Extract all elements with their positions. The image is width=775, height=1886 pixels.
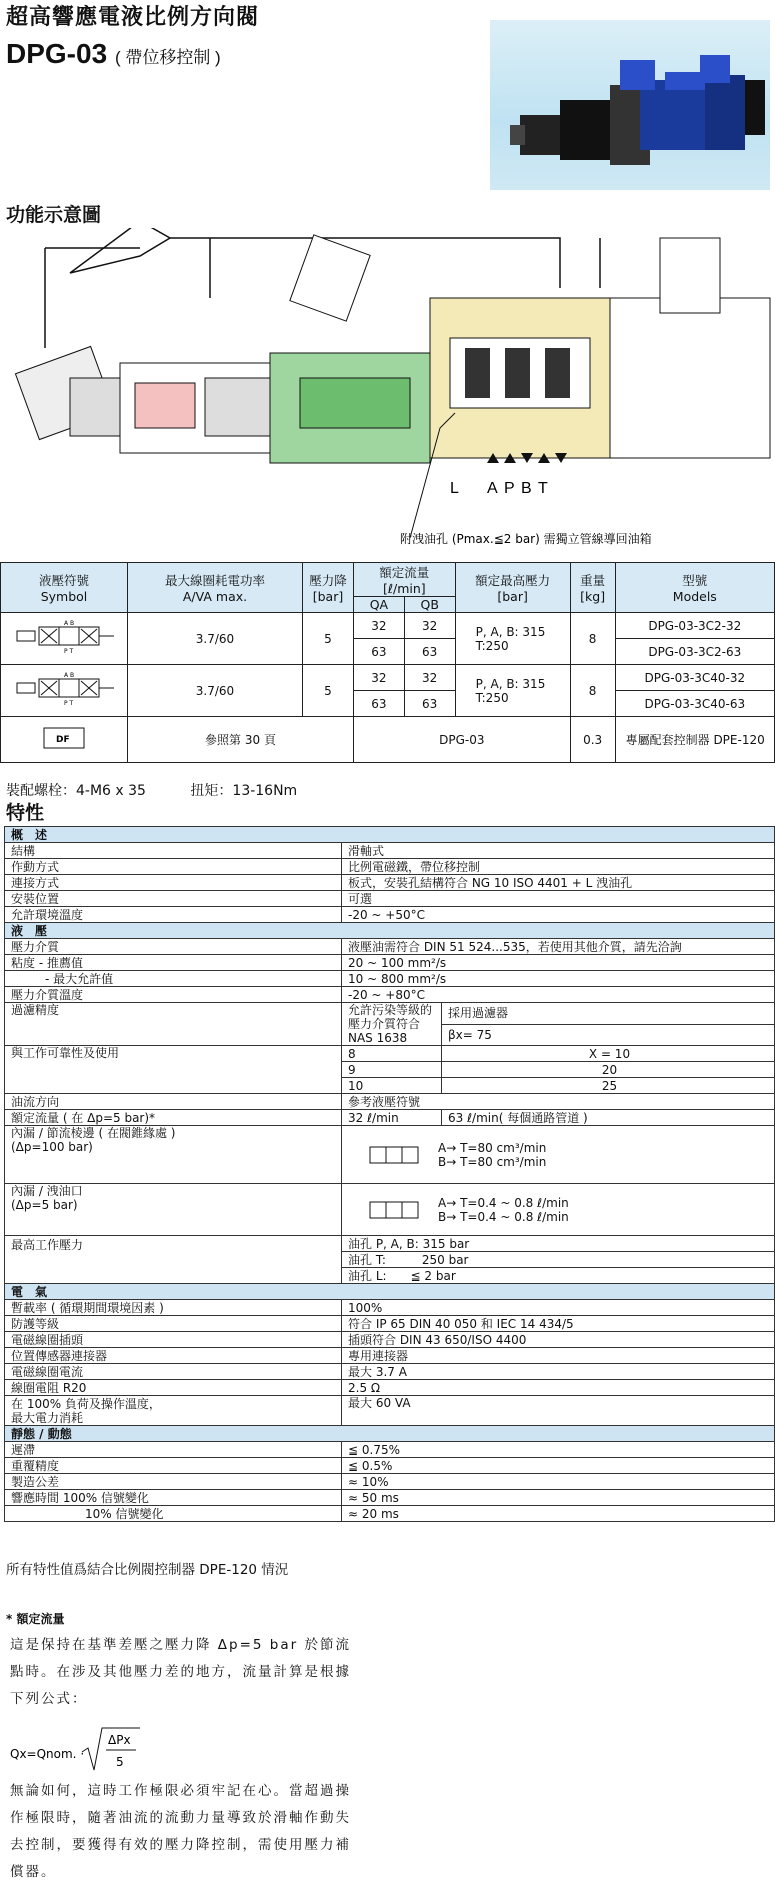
leak2-values — [342, 1184, 775, 1236]
spec-value: ≈ 10% — [342, 1474, 775, 1490]
spec-value: 10 ~ 800 mm²/s — [342, 971, 775, 987]
symbol-header-zh: 液壓符號 — [38, 573, 89, 588]
models-header-zh: 型號 — [682, 573, 708, 588]
row1-qb: 32 — [404, 613, 455, 639]
row3-qa: 32 — [354, 665, 405, 691]
svg-text:A B: A B — [64, 620, 75, 627]
port-label-b: B — [521, 480, 532, 497]
mount-torque: 扭矩：13-16Nm — [190, 783, 298, 799]
spec-label: 壓力介質溫度 — [5, 987, 342, 1003]
df-model: DPG-03 — [354, 717, 571, 763]
df-symbol — [1, 717, 128, 763]
leak2-title: 內漏 / 洩油口 — [11, 1184, 83, 1198]
spec-value: 滑軸式 — [342, 843, 775, 859]
drain-note: 附洩油孔 (Pmax.≦2 bar) 需獨立管線導回油箱 — [400, 532, 652, 546]
spec-label: 連接方式 — [5, 875, 342, 891]
spec-label: 結構 — [5, 843, 342, 859]
spec-label: 電磁線圈插頭 — [5, 1332, 342, 1348]
spec-value: 可選 — [342, 891, 775, 907]
power-header-en: A/VA max. — [182, 589, 248, 604]
filter-x: 20 — [442, 1062, 775, 1078]
response-value-100: ≈ 50 ms — [342, 1490, 775, 1506]
row4-qb: 63 — [404, 691, 455, 717]
product-photo — [490, 20, 770, 190]
spec-value: 專用連接器 — [342, 1348, 775, 1364]
filter-x: X = 10 — [442, 1046, 775, 1062]
spec-value: 液壓油需符合 DIN 51 524...535，若使用其他介質，請先洽詢 — [342, 939, 775, 955]
col-pmax — [455, 563, 570, 613]
filter-label: 過濾精度 — [5, 1003, 342, 1046]
models-header-en: Models — [672, 589, 717, 604]
spec-label: 防護等級 — [5, 1316, 342, 1332]
spec-label: 製造公差 — [5, 1474, 342, 1490]
row1-pressure: P, A, B: 315 T:250 — [455, 613, 570, 665]
spec-value: 符合 IP 65 DIN 40 050 和 IEC 14 434/5 — [342, 1316, 775, 1332]
spec-value: 100% — [342, 1300, 775, 1316]
row3-pdrop: 5 — [303, 665, 354, 717]
rated-flow-32: 32 ℓ/min — [342, 1110, 442, 1126]
power-consumption-value: 最大 60 VA — [342, 1396, 775, 1426]
section-heading-function: 功能示意圖 — [6, 204, 102, 226]
formula-denominator: 5 — [116, 1755, 124, 1769]
filter-beta: βx= 75 — [442, 1024, 775, 1046]
valve-cross-section-diagram — [0, 228, 775, 558]
leak2-b: B→ T=0.4 ~ 0.8 ℓ/min — [438, 1209, 569, 1224]
col-symbol — [1, 563, 128, 613]
rated-flow-paragraph-2: 無論如何，這時工作極限必須牢記在心。當超過操作極限時，隨著油流的流動力量導致於滑軸作動失去控制，要獲得有效的壓力降控制，需使用壓力補償器。 — [10, 1783, 351, 1880]
model-code: DPG-03 — [6, 38, 108, 69]
power-header-zh: 最大線圈耗電功率 — [164, 573, 265, 588]
hydraulic-symbol-3c40 — [1, 665, 128, 717]
spec-table — [4, 826, 775, 1522]
row2-qb: 63 — [404, 639, 455, 665]
formula-numerator: ΔPx — [108, 1733, 131, 1747]
spec-label: 安裝位置 — [5, 891, 342, 907]
flow-formula — [10, 1720, 210, 1780]
leak2-a: A→ T=0.4 ~ 0.8 ℓ/min — [438, 1195, 569, 1210]
model-title — [6, 38, 221, 70]
spec-label: 重覆精度 — [5, 1458, 342, 1474]
row1-qa: 32 — [354, 613, 405, 639]
spec-value: 比例電磁鐵，帶位移控制 — [342, 859, 775, 875]
col-pdrop — [303, 563, 354, 613]
leak2-cond: (Δp=5 bar) — [11, 1198, 78, 1212]
row2-model: DPG-03-3C2-63 — [615, 639, 774, 665]
col-weight — [570, 563, 615, 613]
col-flow — [354, 563, 456, 597]
max-pressure-value: 油孔 P, A, B: 315 bar — [342, 1236, 775, 1252]
max-pressure-label: 最高工作壓力 — [5, 1236, 342, 1284]
rated-flow-title: * 額定流量 — [6, 1612, 65, 1626]
spec-label: 遲滯 — [5, 1442, 342, 1458]
sec-hydraulic: 液 壓 — [5, 923, 775, 939]
section-heading-characteristics: 特性 — [6, 802, 45, 824]
pmax-header: 額定最高壓力 — [475, 573, 551, 588]
row3-weight: 8 — [570, 665, 615, 717]
spec-value: 板式，安裝孔結構符合 NG 10 ISO 4401 + L 洩油孔 — [342, 875, 775, 891]
row4-model: DPG-03-3C40-63 — [615, 691, 774, 717]
pdrop-header: 壓力降 — [309, 573, 347, 588]
response-value-10: ≈ 20 ms — [342, 1506, 775, 1522]
power-label-line2: 最大電力消耗 — [11, 1410, 84, 1425]
weight-unit: [kg] — [580, 589, 606, 604]
nas-class: 8 — [342, 1046, 442, 1062]
spec-value: 插頭符合 DIN 43 650/ISO 4400 — [342, 1332, 775, 1348]
port-label-l: L — [450, 480, 459, 497]
spec-value: -20 ~ +80°C — [342, 987, 775, 1003]
port-label-p: P — [504, 480, 515, 497]
pdrop-unit: [bar] — [312, 589, 344, 604]
model-subtitle: ( 帶位移控制 ) — [114, 48, 221, 67]
col-power — [128, 563, 303, 613]
rated-flow-label: 額定流量 ( 在 Δp=5 bar)* — [5, 1110, 342, 1126]
leak1-title: 內漏 / 節流棱邊 ( 在閥錐緣處 ) — [11, 1126, 176, 1140]
weight-header: 重量 — [580, 573, 606, 588]
power-label-line1: 在 100% 負荷及操作溫度， — [11, 1396, 161, 1411]
spec-value: 2.5 Ω — [342, 1380, 775, 1396]
filter-head: 採用過濾器 — [442, 1003, 775, 1025]
nas-class: 10 — [342, 1078, 442, 1094]
row1-pdrop: 5 — [303, 613, 354, 665]
flow-unit: [ℓ/min] — [382, 581, 426, 596]
max-pressure-value: 油孔 T: 250 bar — [342, 1252, 775, 1268]
leak1-cond: (Δp=100 bar) — [11, 1140, 93, 1154]
filter-text: 允許污染等級的壓力介質符合 NAS 1638 — [342, 1003, 442, 1046]
spec-value: ≦ 0.75% — [342, 1442, 775, 1458]
spec-value: -20 ~ +50°C — [342, 907, 775, 923]
footnote: 所有特性值爲結合比例閥控制器 DPE-120 情況 — [6, 1562, 289, 1578]
spec-label: - 最大允許值 — [5, 971, 342, 987]
flow-header: 額定流量 — [379, 565, 430, 580]
rated-flow-paragraph-1: 這是保持在基準差壓之壓力降 Δp=5 bar 於節流點時。在涉及其他壓力差的地方，流量計算是根據下列公式： — [10, 1637, 351, 1707]
mounting-info — [6, 780, 297, 800]
leak1-b: B→ T=80 cm³/min — [438, 1154, 547, 1169]
sec-general: 概 述 — [5, 827, 775, 843]
col-qb: QB — [404, 597, 455, 613]
rated-flow-63: 63 ℓ/min( 每個通路管道 ) — [442, 1110, 775, 1126]
row1-model: DPG-03-3C2-32 — [615, 613, 774, 639]
spec-value: 20 ~ 100 mm²/s — [342, 955, 775, 971]
spec-value: 參考液壓符號 — [342, 1094, 775, 1110]
symbol-header-en: Symbol — [40, 589, 88, 604]
col-qa: QA — [354, 597, 405, 613]
row3-qb: 32 — [404, 665, 455, 691]
df-symbol-text: DF — [56, 735, 70, 745]
hydraulic-symbol-3c2 — [1, 613, 128, 665]
sec-static-dynamic: 靜態 / 動態 — [5, 1426, 775, 1442]
spec-label: 粘度 - 推薦值 — [5, 955, 342, 971]
leak1-a: A→ T=80 cm³/min — [438, 1140, 547, 1155]
row4-qa: 63 — [354, 691, 405, 717]
spec-value: 最大 3.7 A — [342, 1364, 775, 1380]
formula-lhs: Qx=Qnom. · — [10, 1747, 85, 1761]
pmax-unit: [bar] — [497, 589, 528, 604]
row1-weight: 8 — [570, 613, 615, 665]
response-label-100: 響應時間 100% 信號變化 — [5, 1490, 342, 1506]
spec-label: 壓力介質 — [5, 939, 342, 955]
row3-pressure: P, A, B: 315 T:250 — [455, 665, 570, 717]
row3-model: DPG-03-3C40-32 — [615, 665, 774, 691]
port-label-t: T — [538, 480, 548, 497]
spec-label: 允許環境溫度 — [5, 907, 342, 923]
df-controller: 專屬配套控制器 DPE-120 — [615, 717, 774, 763]
spec-label: 暫載率 ( 循環期間環境因素 ) — [5, 1300, 342, 1316]
row1-power: 3.7/60 — [128, 613, 303, 665]
nas-class: 9 — [342, 1062, 442, 1078]
reliability-label: 與工作可靠性及使用 — [5, 1046, 342, 1094]
leak2-label — [5, 1184, 342, 1236]
df-weight: 0.3 — [570, 717, 615, 763]
df-ref: 參照第 30 頁 — [128, 717, 354, 763]
sec-electrical: 電 氣 — [5, 1284, 775, 1300]
spec-label: 作動方式 — [5, 859, 342, 875]
mount-bolts: 裝配螺栓：4-M6 x 35 — [6, 783, 146, 799]
max-pressure-value: 油孔 L: ≦ 2 bar — [342, 1268, 775, 1284]
page-title: 超高響應電液比例方向閥 — [6, 5, 260, 30]
row2-qa: 63 — [354, 639, 405, 665]
spec-label: 位置傳感器連接器 — [5, 1348, 342, 1364]
port-label-a: A — [487, 480, 498, 497]
response-label-10: 10% 信號變化 — [5, 1506, 342, 1522]
leak1-label — [5, 1126, 342, 1184]
filter-x: 25 — [442, 1078, 775, 1094]
spec-label: 線圈電阻 R20 — [5, 1380, 342, 1396]
spec-value: ≦ 0.5% — [342, 1458, 775, 1474]
svg-text:P T: P T — [64, 700, 74, 707]
leak1-values — [342, 1126, 775, 1184]
svg-text:P T: P T — [64, 648, 74, 655]
power-consumption-label — [5, 1396, 342, 1426]
col-models — [615, 563, 774, 613]
spec-label: 電磁線圈電流 — [5, 1364, 342, 1380]
spec-label: 油流方向 — [5, 1094, 342, 1110]
row3-power: 3.7/60 — [128, 665, 303, 717]
svg-text:A B: A B — [64, 672, 75, 679]
model-table — [0, 562, 775, 763]
